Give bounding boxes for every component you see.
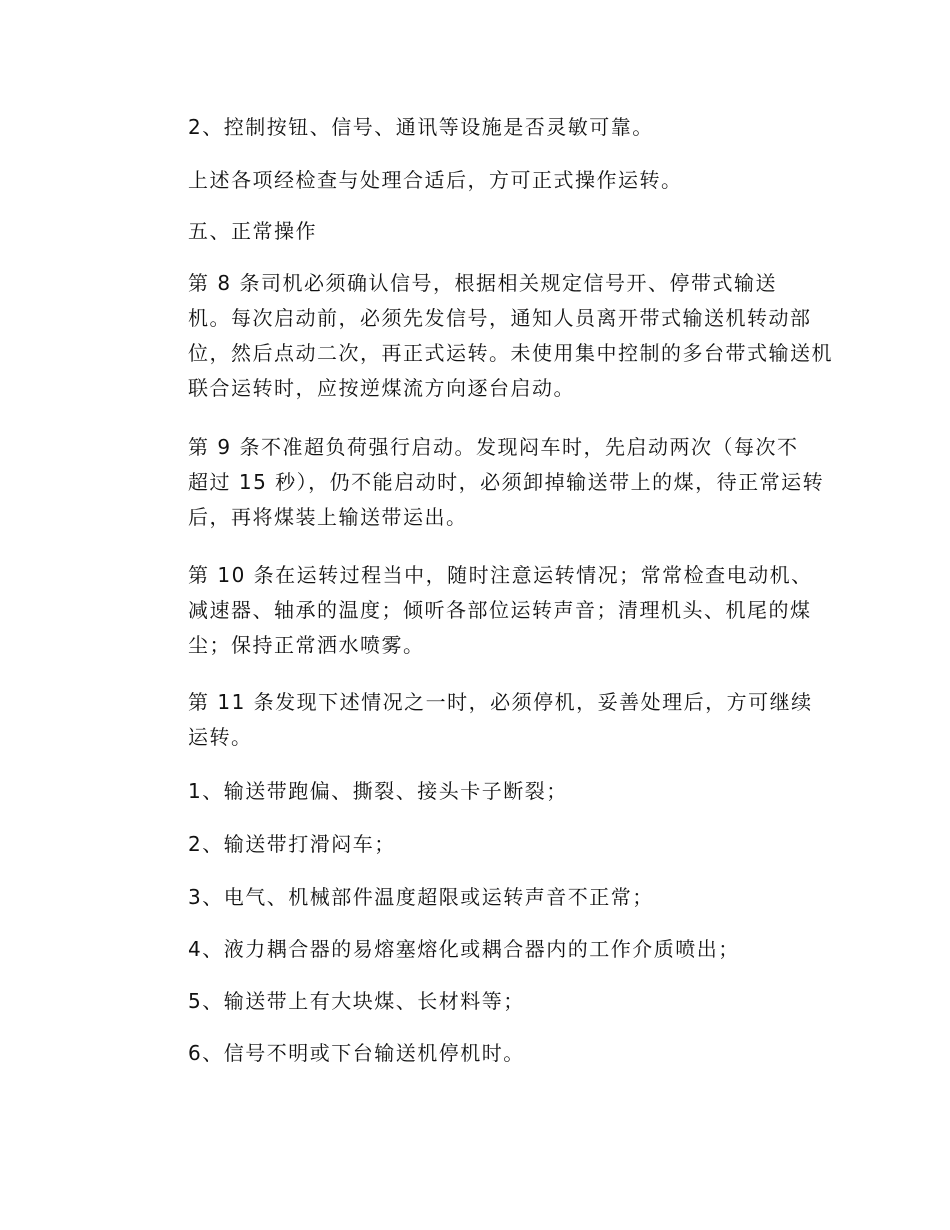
paragraph-article-9 bbox=[142, 430, 825, 535]
text-line: 第 10 条在运转过程当中，随时注意运转情况；常常检查电动机、 bbox=[188, 563, 813, 587]
text-line: 机。每次启动前，必须先发信号，通知人员离开带式输送机转动部 bbox=[188, 306, 812, 330]
text-line: 3、电气、机械部件温度超限或运转声音不正常； bbox=[188, 885, 654, 909]
paragraph-article-11 bbox=[142, 685, 813, 755]
text-line: 后，再将煤装上输送带运出。 bbox=[188, 505, 468, 529]
text-line: 第 8 条司机必须确认信号，根据相关规定信号开、停带式输送 bbox=[188, 271, 777, 295]
text-line: 超过 15 秒），仍不能启动时，必须卸掉输送带上的煤，待正常运转 bbox=[188, 470, 825, 494]
text-line: 五、正常操作 bbox=[188, 219, 317, 243]
text-line: 6、信号不明或下台输送机停机时。 bbox=[188, 1041, 525, 1065]
text-line: 尘；保持正常洒水喷雾。 bbox=[188, 633, 425, 657]
text-line: 1、输送带跑偏、撕裂、接头卡子断裂； bbox=[188, 779, 568, 803]
text-line: 4、液力耦合器的易熔塞熔化或耦合器内的工作介质喷出； bbox=[188, 937, 740, 961]
text-line: 2、控制按钮、信号、通讯等设施是否灵敏可靠。 bbox=[188, 115, 654, 139]
list-item-1 bbox=[142, 774, 810, 809]
text-line: 5、输送带上有大块煤、长材料等； bbox=[188, 989, 525, 1013]
text-line: 位，然后点动二次，再正式运转。未使用集中控制的多台带式输送机 bbox=[188, 341, 833, 365]
paragraph-article-8 bbox=[142, 266, 833, 406]
list-item-2 bbox=[142, 827, 810, 862]
text-line: 上述各项经检查与处理合适后，方可正式操作运转。 bbox=[188, 168, 683, 192]
text-line: 第 11 条发现下述情况之一时，必须停机，妥善处理后，方可继续 bbox=[188, 690, 813, 714]
text-line: 减速器、轴承的温度；倾听各部位运转声音；清理机头、机尾的煤 bbox=[188, 598, 812, 622]
text-line: 第 9 条不准超负荷强行启动。发现闷车时，先启动两次（每次不 bbox=[188, 435, 799, 459]
list-item-5 bbox=[142, 984, 810, 1019]
text-line: 运转。 bbox=[188, 725, 253, 749]
list-item-3 bbox=[142, 880, 810, 915]
paragraph-article-10 bbox=[142, 558, 813, 663]
list-item-4 bbox=[142, 932, 810, 967]
paragraph-check-controls bbox=[142, 110, 810, 145]
text-line: 2、输送带打滑闷车； bbox=[188, 832, 396, 856]
section-heading-normal-operation bbox=[142, 214, 810, 249]
list-item-6 bbox=[142, 1036, 810, 1071]
paragraph-after-check bbox=[142, 163, 810, 198]
text-line: 联合运转时，应按逆煤流方向逐台启动。 bbox=[188, 376, 575, 400]
